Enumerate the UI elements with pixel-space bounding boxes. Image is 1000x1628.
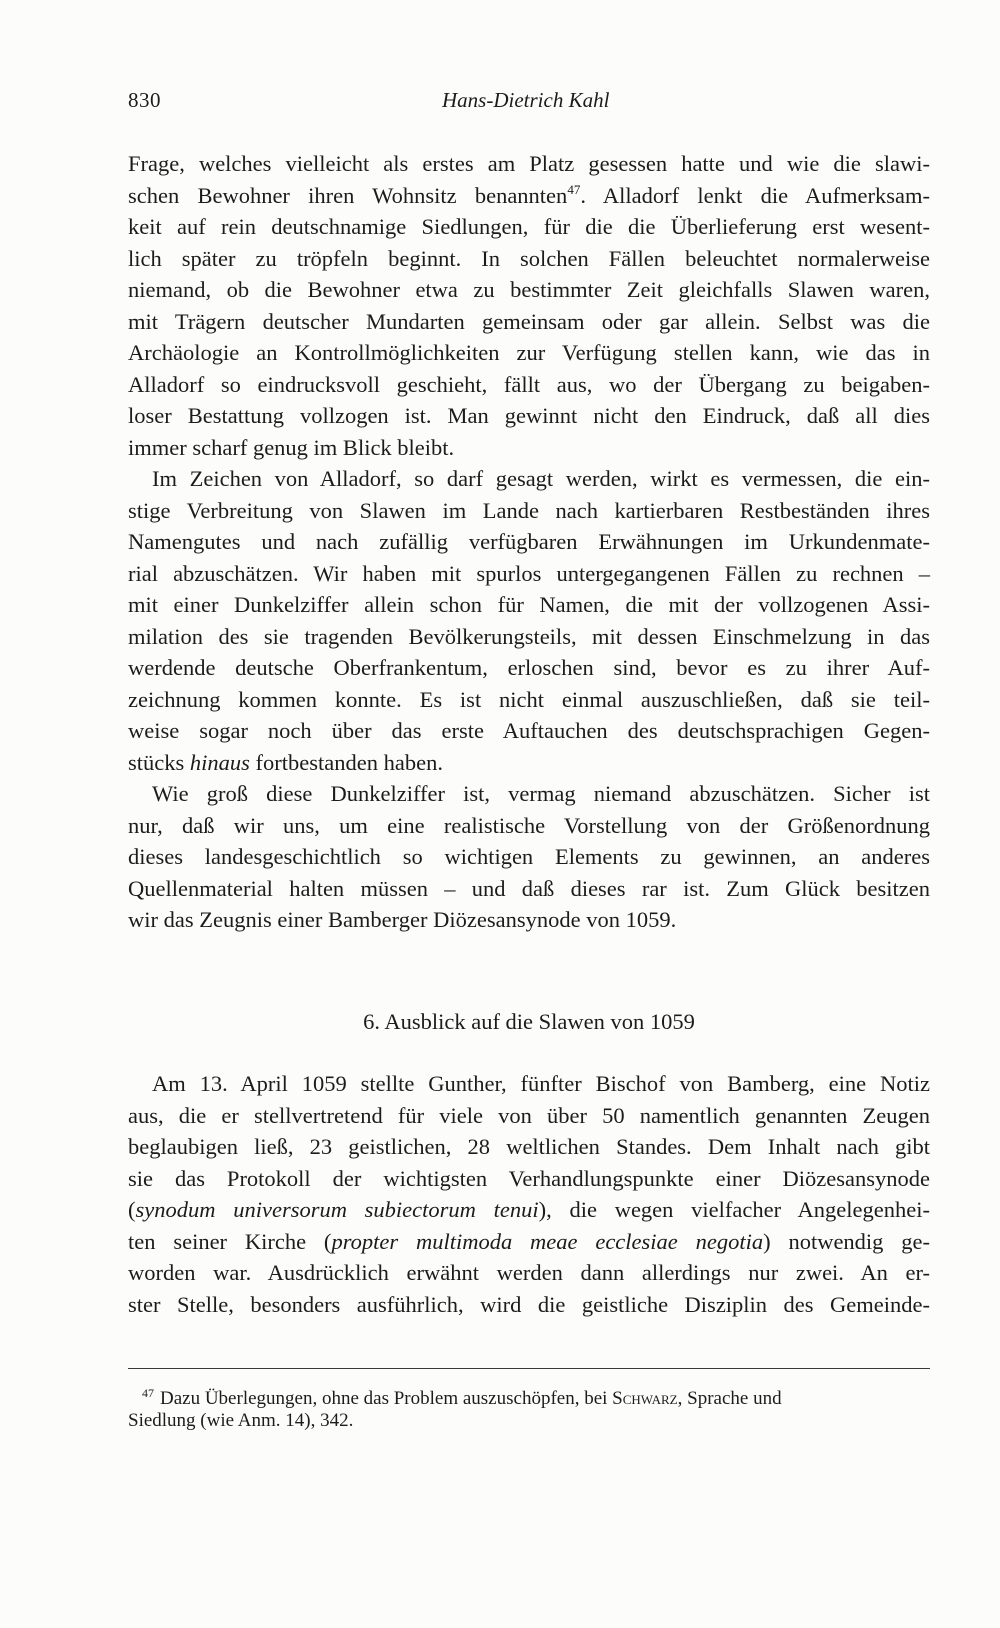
footnote-divider: [128, 1368, 930, 1369]
footnote-line: [128, 1380, 930, 1407]
text-line: worden war. Ausdrücklich erwähnt werden dann allerdings nur zwei. An er-: [128, 1260, 930, 1285]
text-run: stücks: [128, 749, 190, 775]
text-line: mit einer Dunkelziffer allein schon für Namen, die mit der vollzogenen Assi-: [128, 592, 930, 617]
text-run: ten seiner Kirche (: [128, 1228, 332, 1254]
text-line: nur, daß wir uns, um eine realistische Vorstellung von der Größenordnung: [128, 812, 930, 838]
footnote-line: Siedlung (wie Anm. 14), 342.: [128, 1410, 354, 1431]
section-heading: 6. Ausblick auf die Slawen von 1059: [363, 1009, 695, 1034]
text-line: aus, die er stellvertretend für viele von über 50 namentlich genannten Zeugen: [128, 1102, 930, 1128]
section-text: [128, 1068, 930, 1320]
footnote-number: 47: [142, 1386, 154, 1400]
text-run: , Sprache und: [677, 1388, 782, 1409]
text-line: rial abzuschätzen. Wir haben mit spurlos untergegangenen Fällen zu rechnen –: [128, 560, 930, 586]
text-line: sie das Protokoll der wichtigsten Verhandlungspunkte einer Diözesansynode: [128, 1165, 930, 1191]
text-line: Quellenmaterial halten müssen – und daß dieses rar ist. Zum Glück besitzen: [128, 875, 930, 901]
text-line: wir das Zeugnis einer Bamberger Diözesansynode von 1059.: [128, 907, 677, 932]
text-line: ster Stelle, besonders ausführlich, wird die geistliche Disziplin des Gemeinde-: [128, 1291, 930, 1317]
text-run: ) notwendig ge-: [763, 1228, 930, 1254]
text-line: stige Verbreitung von Slawen im Lande nach kartierbaren Restbeständen ihres: [128, 497, 930, 523]
text-line: milation des sie tragenden Bevölkerungsteils, mit dessen Einschmelzung in das: [128, 623, 930, 649]
text-run: Dazu Überlegungen, ohne das Problem auszuschöpfen, bei: [160, 1388, 613, 1409]
text-run: fortbestanden haben.: [249, 749, 443, 775]
text-run: . Alladorf lenkt die Aufmerksam-: [580, 182, 930, 208]
text-line: weise sogar noch über das erste Auftauchen des deutschsprachigen Gegen-: [128, 718, 930, 743]
text-line: beglaubigen ließ, 23 geistlichen, 28 weltlichen Standes. Dem Inhalt nach gibt: [128, 1134, 930, 1159]
text-line: Frage, welches vielleicht als erstes am Platz gesessen hatte und wie die slawi-: [128, 151, 930, 176]
text-line: [128, 180, 930, 212]
text-line: Im Zeichen von Alladorf, so darf gesagt werden, wirkt es vermessen, die ein-: [152, 466, 930, 491]
text-line: mit Trägern deutscher Mundarten gemeinsam oder gar allein. Selbst was die: [128, 308, 930, 334]
text-line: zeichnung kommen konnte. Es ist nicht einmal auszuschließen, daß sie teil-: [128, 686, 930, 712]
text-line: lich später zu tröpfeln beginnt. In solchen Fällen beleuchtet normalerweise: [128, 245, 930, 271]
text-line: [128, 1226, 930, 1258]
page-number: 830: [128, 88, 161, 112]
running-title: Hans-Dietrich Kahl: [442, 88, 610, 112]
italic-text: hinaus: [189, 749, 250, 775]
text-line: niemand, ob die Bewohner etwa zu bestimmter Zeit gleichfalls Slawen waren,: [128, 277, 930, 302]
text-line: immer scharf genug im Blick bleibt.: [128, 434, 455, 460]
italic-text: propter multimoda meae ecclesiae negotia: [331, 1228, 764, 1254]
text-run: ), die wegen vielfacher Angelegenhei-: [538, 1197, 930, 1222]
text-line: [128, 747, 930, 779]
text-line: Am 13. April 1059 stellte Gunther, fünfter Bischof von Bamberg, eine Notiz: [152, 1071, 930, 1096]
italic-text: synodum universorum subiectorum tenui: [135, 1197, 539, 1222]
text-run: schen Bewohner ihren Wohnsitz benannten: [128, 182, 568, 208]
text-line: Archäologie an Kontrollmöglichkeiten zur Verfügung stellen kann, wie das in: [128, 340, 930, 365]
footnotes: [128, 1380, 930, 1434]
footnote-ref[interactable]: 47: [567, 181, 581, 197]
text-line: dieses landesgeschichtlich so wichtigen Elements zu gewinnen, an anderes: [128, 844, 930, 869]
text-line: loser Bestattung vollzogen ist. Man gewinnt nicht den Eindruck, daß all dies: [128, 403, 930, 428]
running-head: [128, 88, 928, 118]
text-line: Namengutes und nach zufällig verfügbaren Erwähnungen im Urkundenmate-: [128, 529, 930, 554]
text-line: keit auf rein deutschnamige Siedlungen, für die die Überlieferung erst wesent-: [128, 214, 930, 239]
main-text: [128, 148, 930, 936]
text-line: [128, 1194, 930, 1226]
author-name: Schwarz: [612, 1388, 678, 1409]
text-line: Wie groß diese Dunkelziffer ist, vermag niemand abzuschätzen. Sicher ist: [152, 781, 930, 806]
text-line: werdende deutsche Oberfrankentum, erloschen sind, bevor es zu ihrer Auf-: [128, 655, 930, 680]
text-run: (: [128, 1197, 136, 1222]
text-line: Alladorf so eindrucksvoll geschieht, fällt aus, wo der Übergang zu beigaben-: [128, 371, 930, 397]
